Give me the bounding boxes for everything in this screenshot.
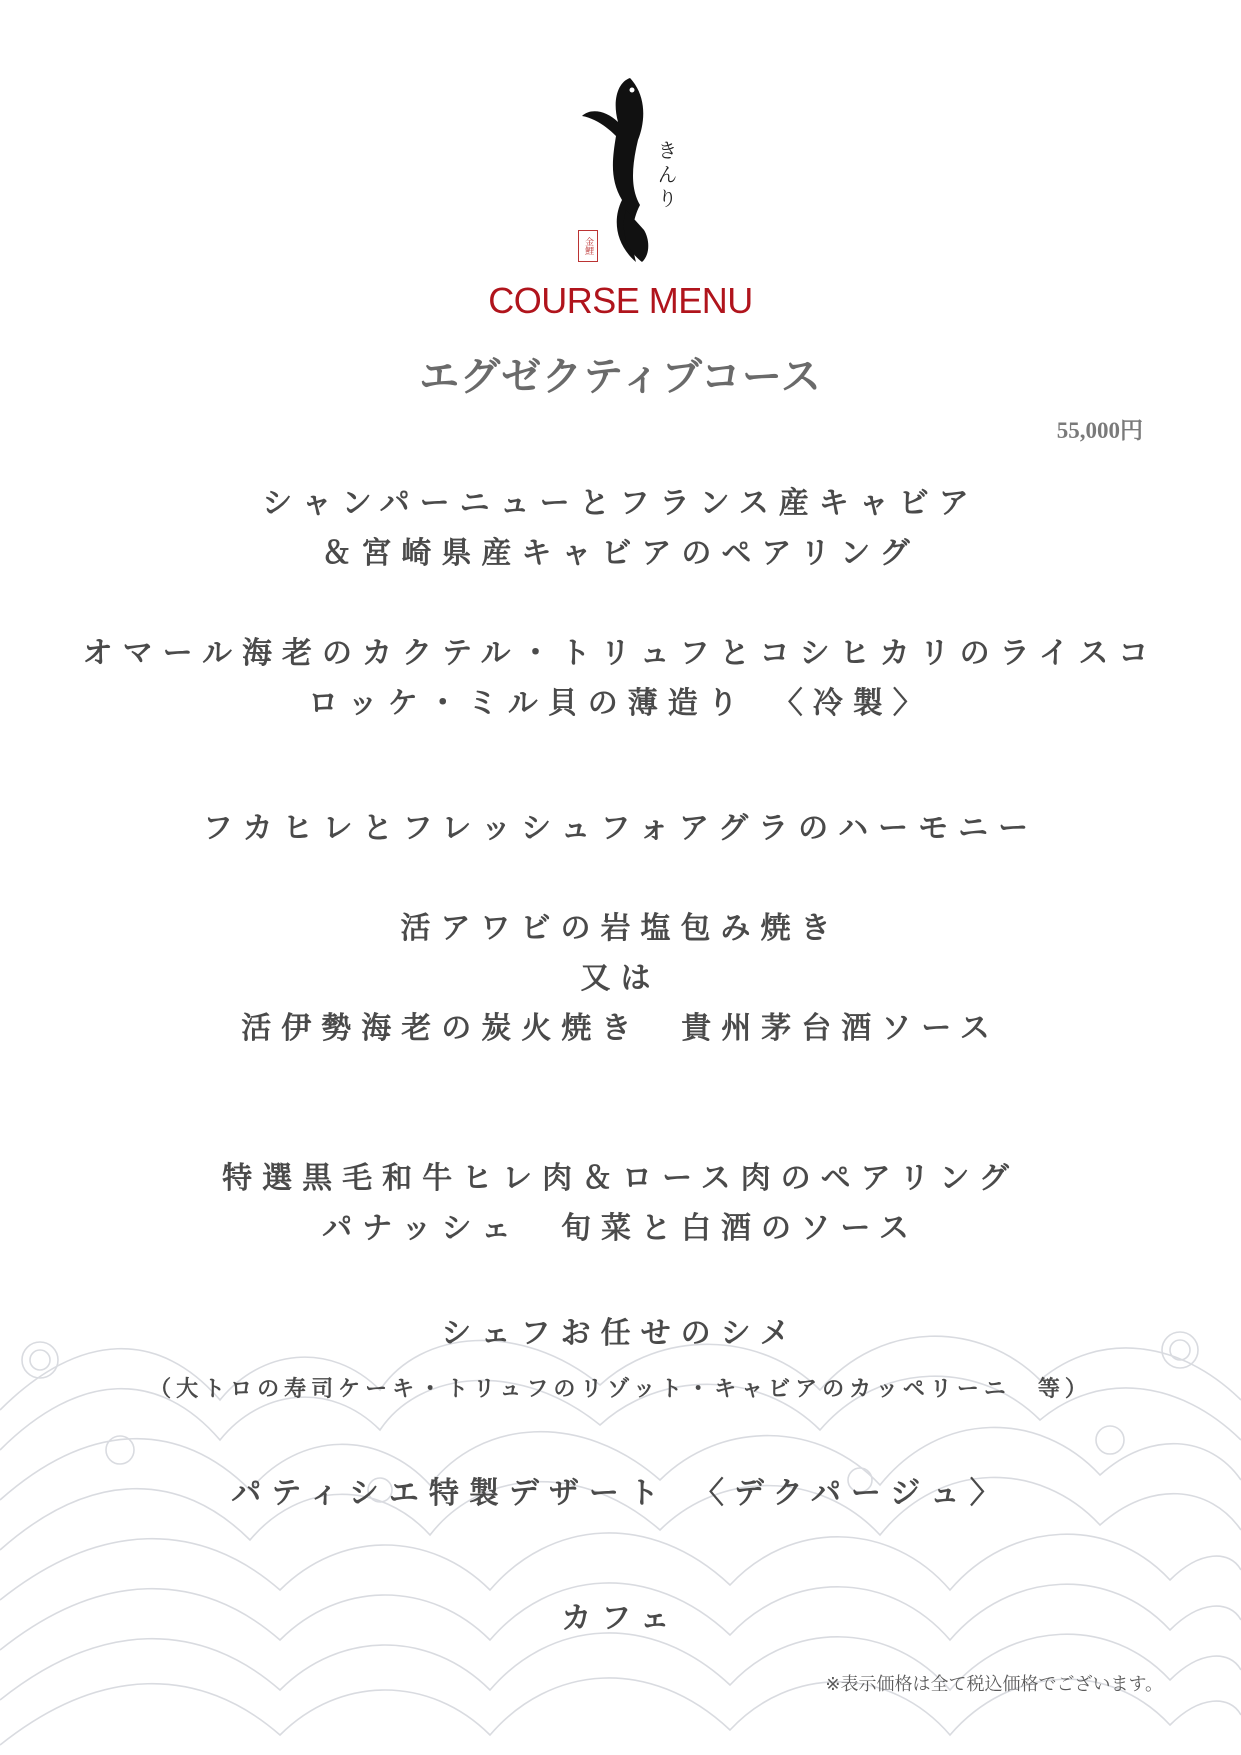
course-price: 55,000円: [1056, 418, 1143, 443]
course-name-title: エグゼクティブコース: [419, 353, 822, 400]
dish-3: フカヒレとフレッシュフォアグラのハーモニー: [202, 811, 1039, 846]
dish-5-line-2: パナッシェ 旬菜と白酒のソース: [322, 1211, 919, 1246]
dish-4-line-1: 活アワビの岩塩包み焼き: [400, 911, 841, 946]
logo-script-text: きんり: [654, 140, 678, 212]
dish-7: パティシエ特製デザート 〈デクパージュ〉: [231, 1476, 1010, 1511]
logo-seal-stamp: 金鯉: [578, 230, 598, 262]
dish-2-line-2: ロッケ・ミル貝の薄造り 〈冷製〉: [308, 686, 933, 721]
restaurant-logo: [560, 70, 700, 270]
course-menu-heading: COURSE MENU: [488, 280, 753, 321]
dish-6-line-2: （大トロの寿司ケーキ・トリュフのリゾット・キャビアのカッペリーニ 等）: [149, 1376, 1092, 1402]
dish-4-line-3: 活伊勢海老の炭火焼き 貴州茅台酒ソース: [241, 1011, 1000, 1046]
dish-2-line-1: オマール海老のカクテル・トリュフとコシヒカリのライスコ: [82, 636, 1159, 671]
dish-1-line-2: ＆宮崎県産キャビアのペアリング: [321, 536, 920, 571]
dish-4-line-2: 又は: [580, 961, 661, 996]
dish-5-line-1: 特選黒毛和牛ヒレ肉＆ロース肉のペアリング: [222, 1161, 1019, 1196]
dish-8: カフェ: [561, 1601, 680, 1636]
tax-note: ※表示価格は全て税込価格でございます。: [825, 1674, 1163, 1695]
dish-6-line-1: シェフお任せのシメ: [441, 1316, 800, 1351]
dish-1-line-1: シャンパーニューとフランス産キャビア: [262, 486, 979, 521]
